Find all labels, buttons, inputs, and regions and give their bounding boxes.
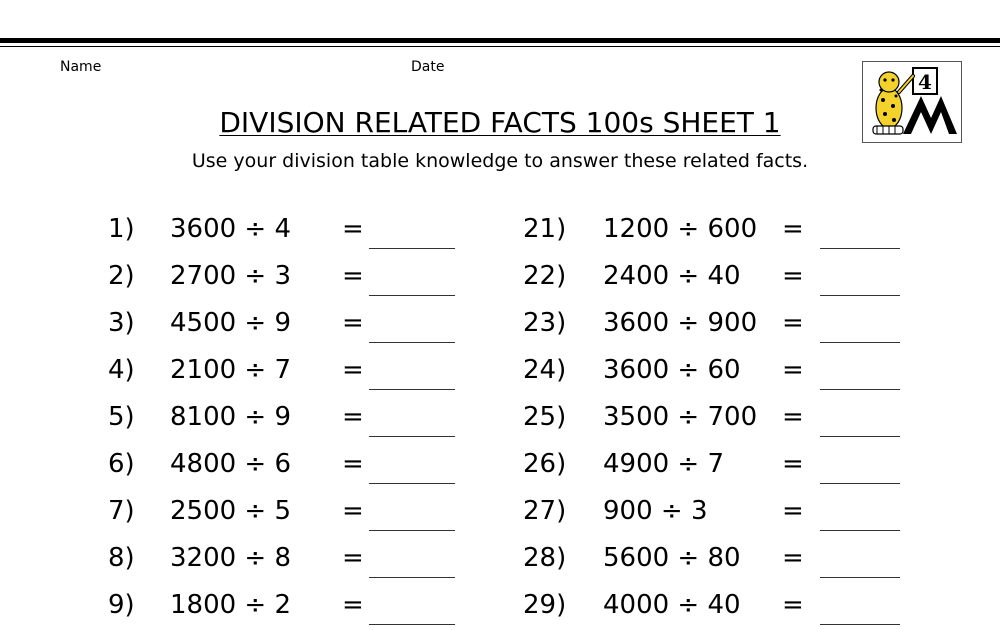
problem-expression: 4800 ÷ 6 (170, 449, 292, 479)
problem-expression: 3600 ÷ 60 (603, 355, 741, 385)
answer-blank-line[interactable] (369, 624, 455, 625)
problem-number: 28) (523, 543, 567, 573)
problem-expression: 1200 ÷ 600 (603, 214, 758, 244)
problem-number: 7) (108, 496, 135, 526)
problem-number: 4) (108, 355, 135, 385)
equals-sign: = (782, 496, 804, 526)
problem-number: 25) (523, 402, 567, 432)
equals-sign: = (342, 402, 364, 432)
problem-expression: 1800 ÷ 2 (170, 590, 292, 620)
worksheet-title: DIVISION RELATED FACTS 100s SHEET 1 (219, 106, 781, 139)
equals-sign: = (342, 261, 364, 291)
problem-number: 8) (108, 543, 135, 573)
answer-blank-line[interactable] (820, 483, 900, 484)
problem-expression: 2100 ÷ 7 (170, 355, 292, 385)
equals-sign: = (782, 308, 804, 338)
equals-sign: = (782, 214, 804, 244)
answer-blank-line[interactable] (369, 295, 455, 296)
date-label: Date (411, 59, 445, 75)
answer-blank-line[interactable] (369, 389, 455, 390)
equals-sign: = (782, 402, 804, 432)
answer-blank-line[interactable] (820, 342, 900, 343)
equals-sign: = (782, 543, 804, 573)
logo-number: 4 (918, 70, 932, 94)
problem-expression: 3200 ÷ 8 (170, 543, 292, 573)
problem-expression: 5600 ÷ 80 (603, 543, 741, 573)
problem-number: 1) (108, 214, 135, 244)
problem-expression: 2500 ÷ 5 (170, 496, 292, 526)
problem-number: 23) (523, 308, 567, 338)
answer-blank-line[interactable] (369, 436, 455, 437)
answer-blank-line[interactable] (369, 342, 455, 343)
answer-blank-line[interactable] (820, 295, 900, 296)
equals-sign: = (342, 543, 364, 573)
problem-number: 24) (523, 355, 567, 385)
answer-blank-line[interactable] (820, 436, 900, 437)
equals-sign: = (342, 496, 364, 526)
problem-expression: 900 ÷ 3 (603, 496, 708, 526)
worksheet-subtitle: Use your division table knowledge to answer these related facts. (191, 150, 809, 172)
header-rule-thick (0, 38, 1000, 43)
equals-sign: = (342, 449, 364, 479)
problem-expression: 4900 ÷ 7 (603, 449, 725, 479)
problem-expression: 3500 ÷ 700 (603, 402, 758, 432)
problem-number: 3) (108, 308, 135, 338)
answer-blank-line[interactable] (820, 389, 900, 390)
problem-expression: 4000 ÷ 40 (603, 590, 741, 620)
problem-number: 29) (523, 590, 567, 620)
answer-blank-line[interactable] (369, 483, 455, 484)
problem-number: 26) (523, 449, 567, 479)
problem-number: 2) (108, 261, 135, 291)
equals-sign: = (782, 590, 804, 620)
header-rule-thin (0, 46, 1000, 47)
answer-blank-line[interactable] (369, 577, 455, 578)
problem-number: 6) (108, 449, 135, 479)
problem-expression: 3600 ÷ 4 (170, 214, 292, 244)
problem-expression: 8100 ÷ 9 (170, 402, 292, 432)
problem-number: 22) (523, 261, 567, 291)
equals-sign: = (782, 449, 804, 479)
problem-expression: 4500 ÷ 9 (170, 308, 292, 338)
answer-blank-line[interactable] (369, 530, 455, 531)
problem-number: 9) (108, 590, 135, 620)
problem-number: 21) (523, 214, 567, 244)
equals-sign: = (342, 590, 364, 620)
problem-number: 5) (108, 402, 135, 432)
problem-expression: 2700 ÷ 3 (170, 261, 292, 291)
equals-sign: = (342, 214, 364, 244)
answer-blank-line[interactable] (820, 624, 900, 625)
equals-sign: = (782, 355, 804, 385)
equals-sign: = (782, 261, 804, 291)
answer-blank-line[interactable] (369, 248, 455, 249)
problem-expression: 3600 ÷ 900 (603, 308, 758, 338)
problem-number: 27) (523, 496, 567, 526)
equals-sign: = (342, 355, 364, 385)
equals-sign: = (342, 308, 364, 338)
answer-blank-line[interactable] (820, 530, 900, 531)
problem-expression: 2400 ÷ 40 (603, 261, 741, 291)
name-label: Name (60, 59, 102, 75)
answer-blank-line[interactable] (820, 248, 900, 249)
answer-blank-line[interactable] (820, 577, 900, 578)
